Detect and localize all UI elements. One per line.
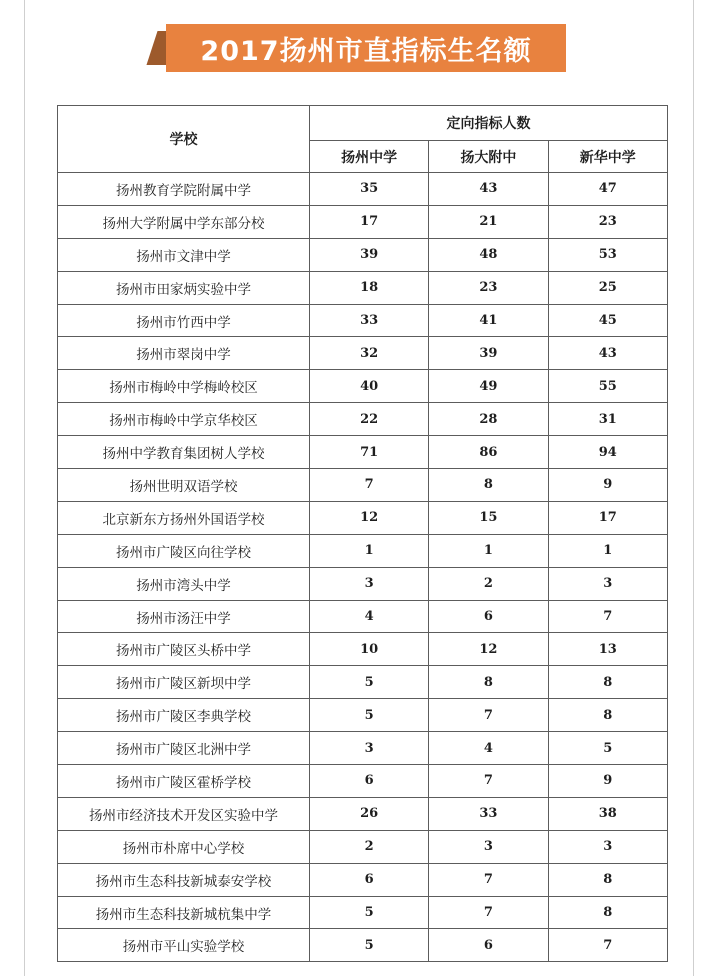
table-row (58, 896, 668, 929)
quota-value-cell: 3 (310, 732, 429, 765)
school-name-cell: 扬州市田家炳实验中学 (58, 271, 310, 304)
school-name-cell: 扬州市广陵区向往学校 (58, 534, 310, 567)
table-row (58, 501, 668, 534)
table-row (58, 863, 668, 896)
quota-value-cell: 94 (548, 436, 667, 469)
quota-value-cell: 12 (310, 501, 429, 534)
quota-value-cell: 32 (310, 337, 429, 370)
school-name-cell: 扬州中学教育集团树人学校 (58, 436, 310, 469)
quota-value-cell: 12 (429, 633, 548, 666)
table-row (58, 765, 668, 798)
school-name-cell: 扬州教育学院附属中学 (58, 173, 310, 206)
quota-value-cell: 4 (310, 600, 429, 633)
school-name-cell: 扬州市广陵区新坝中学 (58, 666, 310, 699)
school-name-cell: 扬州市广陵区霍桥学校 (58, 765, 310, 798)
quota-value-cell: 31 (548, 403, 667, 436)
quota-table-body (58, 173, 668, 962)
quota-value-cell: 7 (429, 896, 548, 929)
quota-value-cell: 26 (310, 797, 429, 830)
page-title: 2017扬州市直指标生名额 (166, 24, 566, 72)
school-name-cell: 扬州市文津中学 (58, 238, 310, 271)
table-row (58, 173, 668, 206)
table-row (58, 600, 668, 633)
quota-value-cell: 3 (548, 567, 667, 600)
quota-value-cell: 7 (429, 765, 548, 798)
quota-value-cell: 28 (429, 403, 548, 436)
quota-value-cell: 2 (429, 567, 548, 600)
quota-value-cell: 5 (310, 699, 429, 732)
table-row (58, 534, 668, 567)
quota-value-cell: 6 (429, 600, 548, 633)
quota-value-cell: 9 (548, 765, 667, 798)
quota-value-cell: 40 (310, 370, 429, 403)
table-row (58, 797, 668, 830)
quota-value-cell: 7 (429, 699, 548, 732)
quota-value-cell: 55 (548, 370, 667, 403)
school-name-cell: 扬州市竹西中学 (58, 304, 310, 337)
table-row (58, 567, 668, 600)
school-name-cell: 扬州市广陵区北洲中学 (58, 732, 310, 765)
quota-value-cell: 1 (310, 534, 429, 567)
header-school: 学校 (58, 106, 310, 173)
quota-value-cell: 5 (310, 896, 429, 929)
quota-value-cell: 45 (548, 304, 667, 337)
title-banner-wrap (160, 24, 566, 72)
quota-value-cell: 3 (429, 830, 548, 863)
school-name-cell: 扬州大学附属中学东部分校 (58, 205, 310, 238)
quota-value-cell: 17 (548, 501, 667, 534)
table-row (58, 699, 668, 732)
quota-value-cell: 8 (429, 666, 548, 699)
quota-value-cell: 5 (548, 732, 667, 765)
quota-value-cell: 43 (548, 337, 667, 370)
quota-value-cell: 8 (548, 896, 667, 929)
table-row (58, 238, 668, 271)
quota-value-cell: 10 (310, 633, 429, 666)
quota-value-cell: 86 (429, 436, 548, 469)
table-row (58, 304, 668, 337)
school-name-cell: 扬州市梅岭中学京华校区 (58, 403, 310, 436)
table-row (58, 469, 668, 502)
quota-value-cell: 15 (429, 501, 548, 534)
quota-value-cell: 33 (429, 797, 548, 830)
quota-value-cell: 8 (548, 699, 667, 732)
quota-value-cell: 9 (548, 469, 667, 502)
quota-value-cell: 49 (429, 370, 548, 403)
quota-value-cell: 8 (548, 666, 667, 699)
table-row (58, 271, 668, 304)
quota-value-cell: 7 (429, 863, 548, 896)
school-name-cell: 扬州市广陵区李典学校 (58, 699, 310, 732)
school-name-cell: 北京新东方扬州外国语学校 (58, 501, 310, 534)
quota-value-cell: 39 (429, 337, 548, 370)
quota-value-cell: 7 (548, 600, 667, 633)
table-row (58, 337, 668, 370)
quota-value-cell: 23 (429, 271, 548, 304)
school-name-cell: 扬州市平山实验学校 (58, 929, 310, 962)
quota-value-cell: 6 (310, 765, 429, 798)
quota-table-header (58, 106, 668, 173)
quota-value-cell: 6 (310, 863, 429, 896)
quota-table (57, 105, 668, 962)
quota-value-cell: 41 (429, 304, 548, 337)
table-row (58, 666, 668, 699)
quota-value-cell: 7 (310, 469, 429, 502)
header-quota-group: 定向指标人数 (310, 106, 668, 141)
school-name-cell: 扬州市朴席中心学校 (58, 830, 310, 863)
quota-value-cell: 33 (310, 304, 429, 337)
quota-value-cell: 2 (310, 830, 429, 863)
quota-value-cell: 48 (429, 238, 548, 271)
quota-value-cell: 1 (548, 534, 667, 567)
quota-value-cell: 13 (548, 633, 667, 666)
table-row (58, 403, 668, 436)
school-name-cell: 扬州市梅岭中学梅岭校区 (58, 370, 310, 403)
quota-value-cell: 1 (429, 534, 548, 567)
table-row (58, 205, 668, 238)
quota-value-cell: 3 (310, 567, 429, 600)
quota-value-cell: 5 (310, 666, 429, 699)
table-row (58, 929, 668, 962)
school-name-cell: 扬州市湾头中学 (58, 567, 310, 600)
school-name-cell: 扬州市翠岗中学 (58, 337, 310, 370)
quota-value-cell: 25 (548, 271, 667, 304)
page-border-left (24, 0, 25, 976)
quota-value-cell: 3 (548, 830, 667, 863)
quota-value-cell: 47 (548, 173, 667, 206)
table-row (58, 633, 668, 666)
quota-value-cell: 8 (548, 863, 667, 896)
school-name-cell: 扬州世明双语学校 (58, 469, 310, 502)
table-row (58, 830, 668, 863)
quota-value-cell: 22 (310, 403, 429, 436)
quota-value-cell: 53 (548, 238, 667, 271)
quota-value-cell: 7 (548, 929, 667, 962)
page-border-right (693, 0, 694, 976)
header-xinhua-high: 新华中学 (548, 141, 667, 173)
quota-value-cell: 8 (429, 469, 548, 502)
school-name-cell: 扬州市生态科技新城泰安学校 (58, 863, 310, 896)
quota-value-cell: 38 (548, 797, 667, 830)
school-name-cell: 扬州市汤汪中学 (58, 600, 310, 633)
school-name-cell: 扬州市经济技术开发区实验中学 (58, 797, 310, 830)
school-name-cell: 扬州市生态科技新城杭集中学 (58, 896, 310, 929)
header-yangda-affiliated: 扬大附中 (429, 141, 548, 173)
quota-value-cell: 6 (429, 929, 548, 962)
quota-value-cell: 71 (310, 436, 429, 469)
quota-value-cell: 35 (310, 173, 429, 206)
quota-value-cell: 5 (310, 929, 429, 962)
table-row (58, 436, 668, 469)
quota-value-cell: 21 (429, 205, 548, 238)
school-name-cell: 扬州市广陵区头桥中学 (58, 633, 310, 666)
quota-value-cell: 18 (310, 271, 429, 304)
quota-value-cell: 23 (548, 205, 667, 238)
table-row (58, 732, 668, 765)
quota-value-cell: 4 (429, 732, 548, 765)
quota-value-cell: 43 (429, 173, 548, 206)
header-yangzhou-high: 扬州中学 (310, 141, 429, 173)
table-row (58, 370, 668, 403)
quota-value-cell: 17 (310, 205, 429, 238)
quota-value-cell: 39 (310, 238, 429, 271)
